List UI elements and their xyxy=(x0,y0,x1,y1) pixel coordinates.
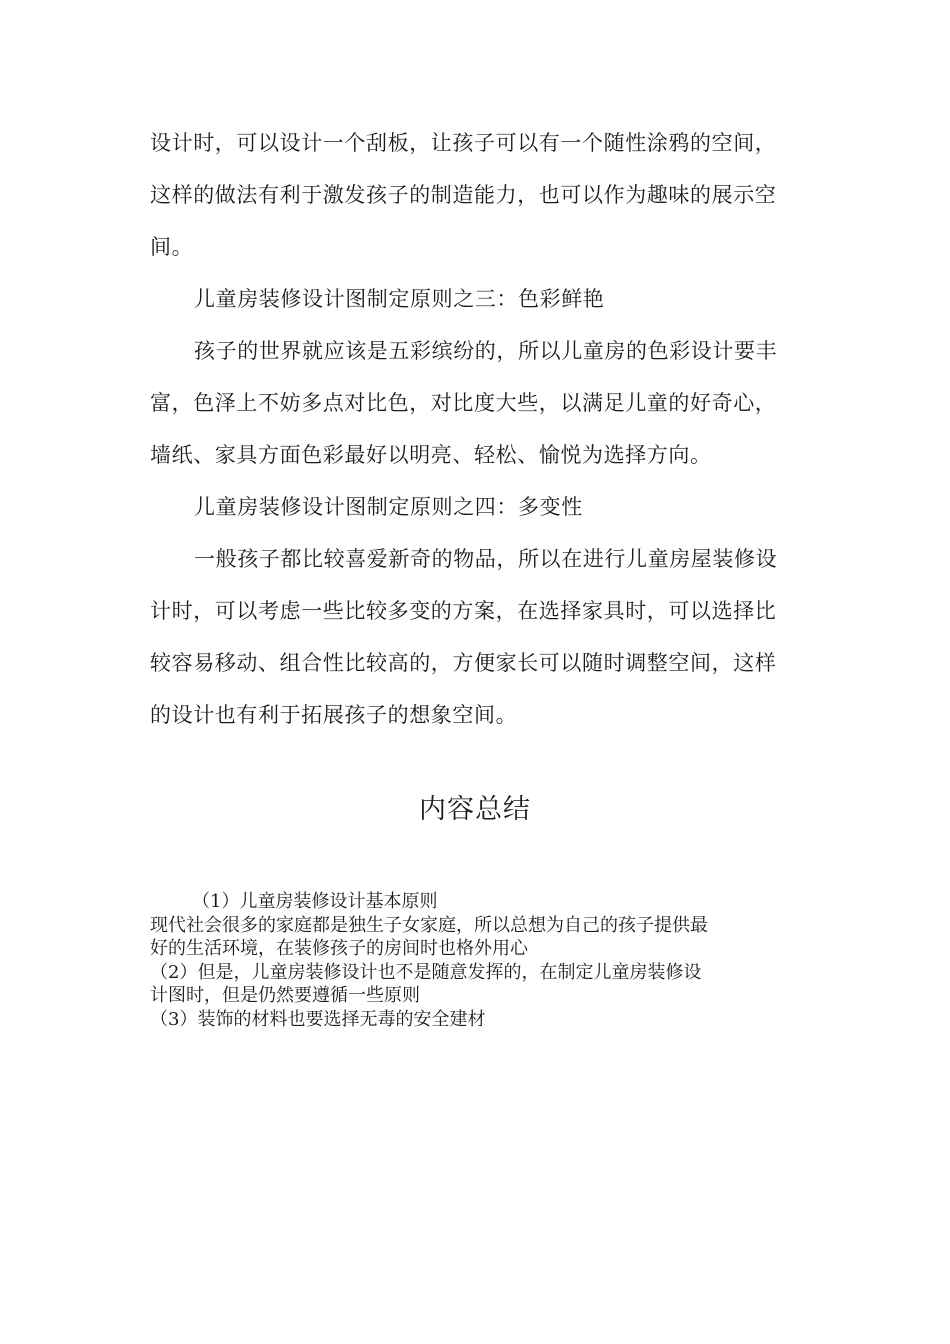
paragraph-line: 这样的做法有利于激发孩子的制造能力，也可以作为趣味的展示空 xyxy=(150,183,777,207)
paragraph-line: 一般孩子都比较喜爱新奇的物品，所以在进行儿童房屋装修设 xyxy=(194,547,778,571)
paragraph-line: 富，色泽上不妨多点对比色，对比度大些，以满足儿童的好奇心， xyxy=(150,391,777,415)
paragraph-line: 间。 xyxy=(150,235,194,259)
summary-text-line: 好的生活环境，在装修孩子的房间时也格外用心 xyxy=(150,938,528,959)
summary-text-line: 计图时，但是仍然要遵循一些原则 xyxy=(150,985,420,1006)
summary-title: 内容总结 xyxy=(419,794,531,825)
paragraph-line: 设计时，可以设计一个刮板，让孩子可以有一个随性涂鸦的空间， xyxy=(150,131,777,155)
paragraph-line: 较容易移动、组合性比较高的，方便家长可以随时调整空间，这样 xyxy=(150,651,777,675)
summary-item-2: （2）但是，儿童房装修设计也不是随意发挥的，在制定儿童房装修设 xyxy=(150,961,702,983)
summary-item-1: （1）儿童房装修设计基本原则 xyxy=(192,891,438,912)
summary-text-line: 现代社会很多的家庭都是独生子女家庭，所以总想为自己的孩子提供最 xyxy=(150,914,708,936)
section-heading-4: 儿童房装修设计图制定原则之四：多变性 xyxy=(194,495,583,519)
paragraph-line: 计时，可以考虑一些比较多变的方案，在选择家具时，可以选择比 xyxy=(150,599,777,623)
summary-section xyxy=(150,890,800,1031)
paragraph-line: 孩子的世界就应该是五彩缤纷的，所以儿童房的色彩设计要丰 xyxy=(194,339,778,363)
paragraph-line: 的设计也有利于拓展孩子的想象空间。 xyxy=(150,703,518,727)
paragraph-line: 墙纸、家具方面色彩最好以明亮、轻松、愉悦为选择方向。 xyxy=(150,443,712,467)
summary-item-3: （3）装饰的材料也要选择无毒的安全建材 xyxy=(150,1008,486,1030)
body-text xyxy=(150,117,805,741)
section-heading-3: 儿童房装修设计图制定原则之三：色彩鲜艳 xyxy=(194,287,605,311)
